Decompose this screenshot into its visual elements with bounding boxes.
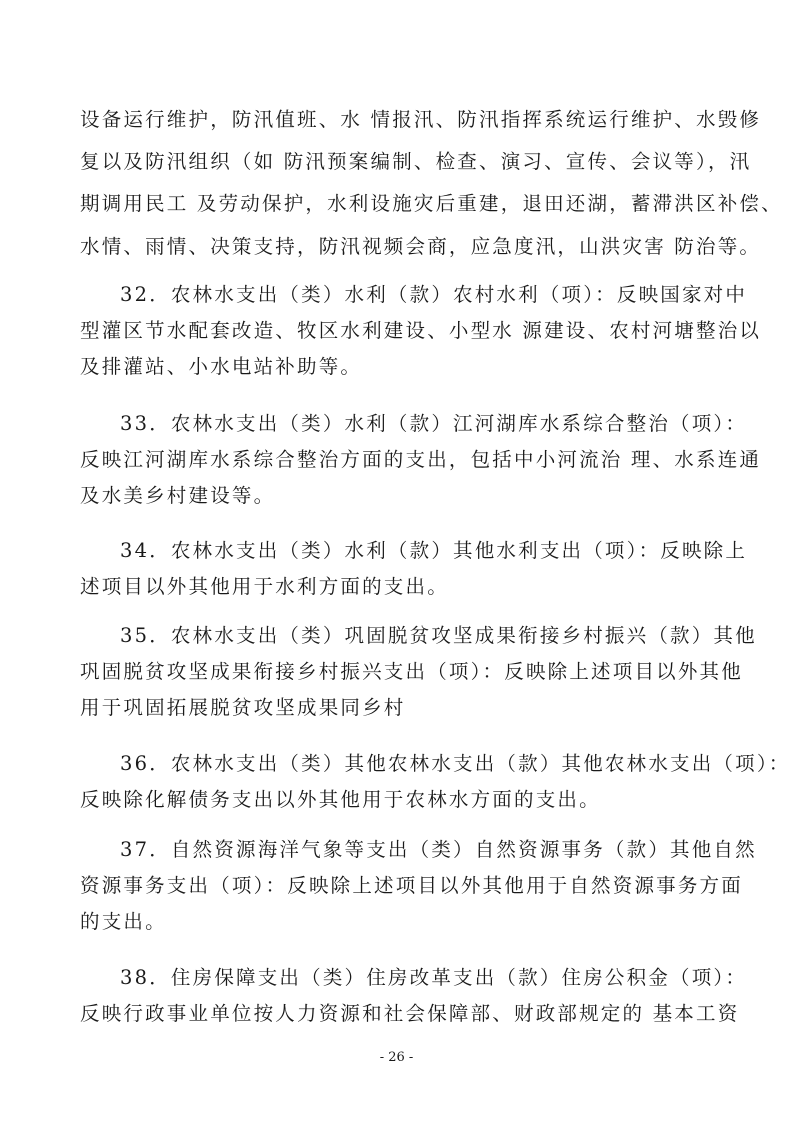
paragraph-33-first-line: 33．农林水支出（类）水利（款）江河湖库水系综合整治（项）： xyxy=(120,412,748,435)
text-line: 的支出。 xyxy=(80,910,167,933)
text-line: 水情、雨情、决策支持，防汛视频会商，应急度汛，山洪灾害 防治等。 xyxy=(80,235,762,258)
page-number: - 26 - xyxy=(379,1050,414,1065)
text-line: 用于巩固拓展脱贫攻坚成果同乡村 xyxy=(80,696,406,719)
text-line: 资源事务支出（项）：反映除上述项目以外其他用于自然资源事务方面 xyxy=(80,874,743,897)
paragraph-37-first-line: 37．自然资源海洋气象等支出（类）自然资源事务（款）其他自然 xyxy=(120,838,757,861)
paragraph-35-first-line: 35．农林水支出（类）巩固脱贫攻坚成果衔接乡村振兴（款）其他 xyxy=(120,624,757,647)
text-line: 及水美乡村建设等。 xyxy=(80,484,276,507)
text-line: 巩固脱贫攻坚成果衔接乡村振兴支出（项）：反映除上述项目以外其他 xyxy=(80,660,743,683)
text-line: 反映行政事业单位按人力资源和社会保障部、财政部规定的 基本工资 xyxy=(80,1002,740,1025)
text-line: 型灌区节水配套改造、牧区水利建设、小型水 源建设、农村河塘整治以 xyxy=(80,319,762,342)
paragraph-38-first-line: 38．住房保障支出（类）住房改革支出（款）住房公积金（项）： xyxy=(120,966,748,989)
text-line: 反映江河湖库水系综合整治方面的支出，包括中小河流治 理、水系连通 xyxy=(80,448,762,471)
paragraph-34-first-line: 34．农林水支出（类）水利（款）其他水利支出（项）：反映除上 xyxy=(120,539,748,562)
text-line: 反映除化解债务支出以外其他用于农林水方面的支出。 xyxy=(80,788,601,811)
text-line: 设备运行维护，防汛值班、水 情报汛、防汛指挥系统运行维护、水毁修 xyxy=(80,108,762,131)
text-line: 述项目以外其他用于水利方面的支出。 xyxy=(80,575,449,598)
text-line: 复以及防汛组织（如 防汛预案编制、检查、演习、宣传、会议等），汛 xyxy=(80,150,752,173)
text-line: 及排灌站、小水电站补助等。 xyxy=(80,355,363,378)
text-line: 期调用民工 及劳动保护，水利设施灾后重建，退田还湖，蓄滞洪区补偿、 xyxy=(80,192,783,215)
paragraph-36-first-line: 36．农林水支出（类）其他农林水支出（款）其他农林水支出（项）： xyxy=(120,752,791,775)
paragraph-32-first-line: 32．农林水支出（类）水利（款）农村水利（项）：反映国家对中 xyxy=(120,283,748,306)
